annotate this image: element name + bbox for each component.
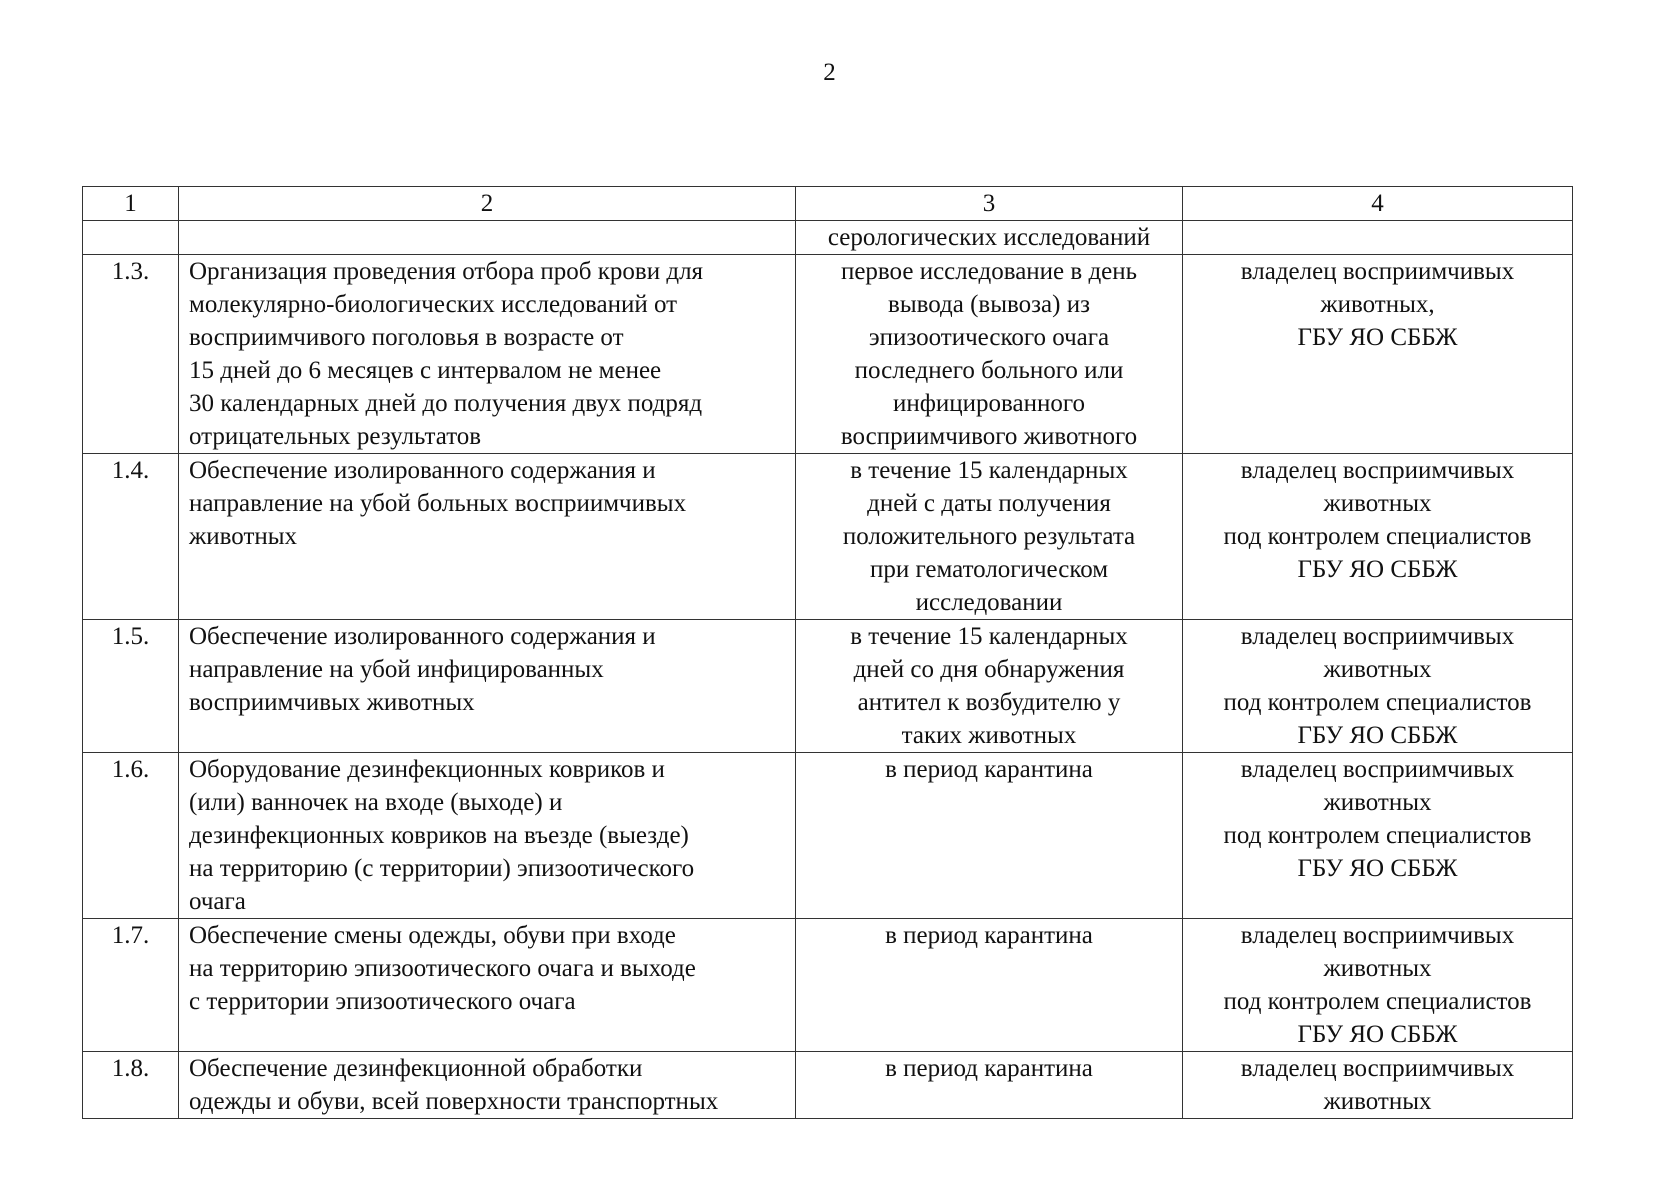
- column-number-4: 4: [1183, 187, 1573, 221]
- cell-responsible: [1183, 255, 1573, 454]
- cell-term: [796, 454, 1183, 620]
- table-row: [83, 454, 1573, 620]
- cell-text-line: владелец восприимчивых: [1240, 623, 1515, 650]
- cell-text-line: серологических исследований: [827, 224, 1151, 251]
- table-row: [83, 620, 1573, 753]
- table-header-row: [83, 187, 1573, 221]
- cell-text-line: животных: [1323, 1088, 1432, 1115]
- cell-text-line: Обеспечение изолированного содержания и: [189, 457, 656, 484]
- cell-text-line: под контролем специалистов: [1223, 523, 1532, 550]
- cell-text-line: в период карантина: [885, 1055, 1093, 1082]
- table-row: [83, 753, 1573, 919]
- table-row: [83, 255, 1573, 454]
- measures-table-body: [83, 187, 1573, 1119]
- cell-text-line: владелец восприимчивых: [1240, 922, 1515, 949]
- cell-text-line: владелец восприимчивых: [1240, 1055, 1515, 1082]
- table-row: [83, 221, 1573, 255]
- cell-term: [796, 1052, 1183, 1119]
- column-number-3: 3: [796, 187, 1183, 221]
- cell-text-line: в течение 15 календарных: [850, 623, 1128, 650]
- cell-text-line: Обеспечение дезинфекционной обработки: [189, 1055, 643, 1082]
- cell-item-number: 1.7.: [83, 919, 179, 1052]
- column-number-2: 2: [179, 187, 796, 221]
- cell-text-line: под контролем специалистов: [1223, 988, 1532, 1015]
- cell-text-line: Обеспечение изолированного содержания и: [189, 623, 656, 650]
- cell-measure-description: [179, 919, 796, 1052]
- table-row: [83, 1052, 1573, 1119]
- cell-text-line: исследовании: [915, 589, 1063, 616]
- cell-responsible: [1183, 454, 1573, 620]
- cell-text-line: животных,: [1320, 291, 1435, 318]
- cell-measure-description: [179, 1052, 796, 1119]
- cell-text-line: инфицированного: [892, 390, 1086, 417]
- cell-text-line: 15 дней до 6 месяцев с интервалом не менее: [189, 357, 662, 384]
- cell-text-line: дней с даты получения: [867, 490, 1111, 517]
- cell-text-line: направление на убой больных восприимчивых: [189, 490, 687, 517]
- cell-text-line: ГБУ ЯО СББЖ: [1297, 855, 1458, 882]
- cell-text-line: дезинфекционных ковриков на въезде (выезде): [189, 822, 689, 849]
- cell-responsible: [1183, 1052, 1573, 1119]
- cell-text-line: при гематологическом: [869, 556, 1109, 583]
- cell-item-number: 1.6.: [83, 753, 179, 919]
- cell-text-line: под контролем специалистов: [1223, 689, 1532, 716]
- column-number-1: 1: [83, 187, 179, 221]
- cell-item-number: 1.3.: [83, 255, 179, 454]
- cell-text-line: Обеспечение смены одежды, обуви при входе: [189, 922, 676, 949]
- cell-text-line: очага: [189, 888, 246, 915]
- cell-text-line: ГБУ ЯО СББЖ: [1297, 556, 1458, 583]
- cell-text-line: в период карантина: [885, 756, 1093, 783]
- cell-text-line: направление на убой инфицированных: [189, 656, 604, 683]
- cell-term: [796, 919, 1183, 1052]
- cell-text-line: последнего больного или: [854, 357, 1124, 384]
- cell-text-line: животных: [1323, 490, 1432, 517]
- cell-measure-description: [179, 620, 796, 753]
- cell-text-line: восприимчивого поголовья в возрасте от: [189, 324, 624, 351]
- cell-text-line: владелец восприимчивых: [1240, 756, 1515, 783]
- cell-responsible: [1183, 919, 1573, 1052]
- page-number: 2: [823, 59, 836, 86]
- cell-text-line: первое исследование в день: [840, 258, 1138, 285]
- cell-text-line: с территории эпизоотического очага: [189, 988, 576, 1015]
- cell-text-line: животных: [189, 523, 298, 550]
- cell-text-line: на территорию (с территории) эпизоотического: [189, 855, 695, 882]
- cell-responsible: [1183, 221, 1573, 255]
- cell-measure-description: [179, 221, 796, 255]
- cell-measure-description: [179, 753, 796, 919]
- cell-text-line: на территорию эпизоотического очага и выходе: [189, 955, 696, 982]
- cell-text-line: Оборудование дезинфекционных ковриков и: [189, 756, 665, 783]
- cell-item-number: [83, 221, 179, 255]
- cell-text-line: под контролем специалистов: [1223, 822, 1532, 849]
- cell-measure-description: [179, 454, 796, 620]
- cell-term: [796, 221, 1183, 255]
- cell-text-line: положительного результата: [842, 523, 1136, 550]
- cell-text-line: ГБУ ЯО СББЖ: [1297, 324, 1458, 351]
- cell-responsible: [1183, 753, 1573, 919]
- cell-text-line: одежды и обуви, всей поверхности транспортных: [189, 1088, 719, 1115]
- cell-text-line: молекулярно-биологических исследований от: [189, 291, 678, 318]
- cell-text-line: Организация проведения отбора проб крови для: [189, 258, 704, 285]
- cell-term: [796, 255, 1183, 454]
- cell-text-line: антител к возбудителю у: [857, 689, 1121, 716]
- table-row: [83, 919, 1573, 1052]
- cell-text-line: восприимчивых животных: [189, 689, 475, 716]
- cell-term: [796, 753, 1183, 919]
- cell-text-line: восприимчивого животного: [840, 423, 1138, 450]
- cell-text-line: вывода (вывоза) из: [888, 291, 1090, 318]
- cell-item-number: 1.8.: [83, 1052, 179, 1119]
- cell-text-line: дней со дня обнаружения: [853, 656, 1125, 683]
- cell-text-line: животных: [1323, 656, 1432, 683]
- cell-item-number: 1.4.: [83, 454, 179, 620]
- cell-text-line: отрицательных результатов: [189, 423, 482, 450]
- cell-text-line: эпизоотического очага: [868, 324, 1110, 351]
- cell-text-line: ГБУ ЯО СББЖ: [1297, 1021, 1458, 1048]
- measures-table: [82, 186, 1573, 1119]
- cell-text-line: таких животных: [901, 722, 1077, 749]
- cell-text-line: 30 календарных дней до получения двух подряд: [189, 390, 703, 417]
- cell-text-line: в период карантина: [885, 922, 1093, 949]
- cell-term: [796, 620, 1183, 753]
- cell-text-line: ГБУ ЯО СББЖ: [1297, 722, 1458, 749]
- cell-measure-description: [179, 255, 796, 454]
- cell-text-line: владелец восприимчивых: [1240, 258, 1515, 285]
- cell-text-line: животных: [1323, 789, 1432, 816]
- cell-item-number: 1.5.: [83, 620, 179, 753]
- cell-responsible: [1183, 620, 1573, 753]
- cell-text-line: в течение 15 календарных: [850, 457, 1128, 484]
- cell-text-line: владелец восприимчивых: [1240, 457, 1515, 484]
- cell-text-line: (или) ванночек на входе (выходе) и: [189, 789, 563, 816]
- cell-text-line: животных: [1323, 955, 1432, 982]
